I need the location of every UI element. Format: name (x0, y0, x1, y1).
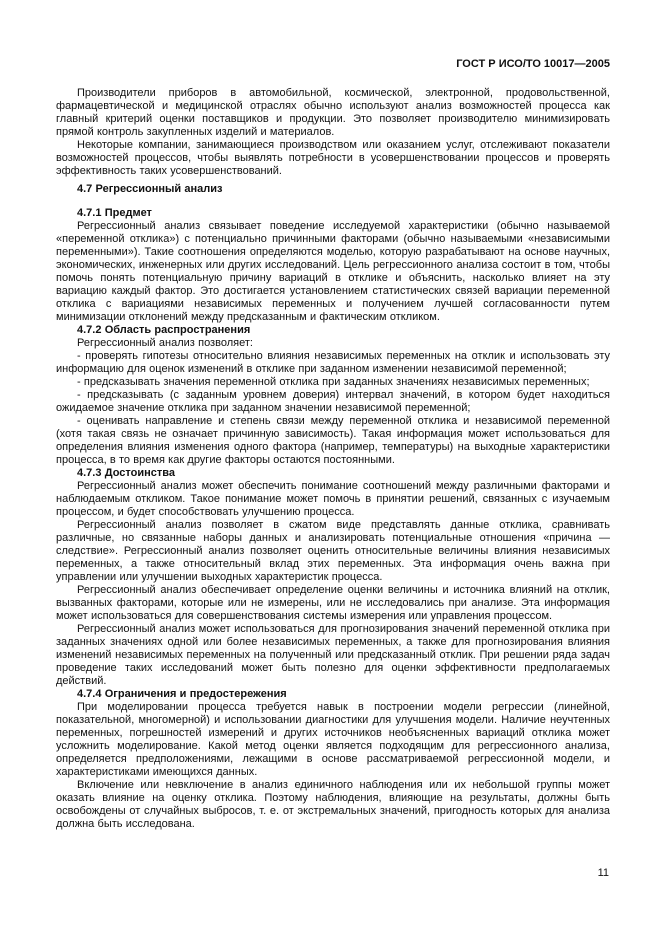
paragraph: Регрессионный анализ обеспечивает определение оценки величины и источника влияний на отклик, вызванных факторами, которые или не измерены, или не исследовались при анализе. Эта информация может использоваться для совершенствования системы измерения или управления процессом. (56, 584, 610, 622)
document-body (56, 87, 610, 831)
section-heading: 4.7 Регрессионный анализ (77, 183, 223, 195)
paragraph: Регрессионный анализ позволяет: (77, 337, 253, 349)
paragraph: Регрессионный анализ может использоваться для прогнозирования значений переменной отклика при заданных значениях одной или более независимых переменных, а также для прогнозирования влияния изменений независимых переменных на полученный или предсказанный отклик. При решении ряда задач проведение таких исследований может быть полезно для оценки эффективности предполагаемых действий. (56, 623, 610, 687)
section-heading: 4.7.3 Достоинства (77, 467, 175, 479)
paragraph: Регрессионный анализ позволяет в сжатом виде представлять данные отклика, сравнивать различные, но связанные наборы данных и анализировать потенциальные отношения «причина — следствие». Регрессионный анализ позволяет оценить относительные величины влияния независимых переменных, а также относительный вклад этих переменных. Эта информация очень важна при управлении или улучшении выходных характеристик процесса. (56, 519, 610, 583)
paragraph: Включение или невключение в анализ единичного наблюдения или их небольшой группы может оказать влияние на оценку отклика. Поэтому наблюдения, влияющие на результаты, должны быть освобождены от случайных выбросов, т. е. от экстремальных значений, пригодность которых для анализа должна быть исследована. (56, 779, 610, 830)
paragraph: При моделировании процесса требуется навык в построении модели регрессии (линейной, показательной, многомерной) и использовании диагностики для улучшения модели. Наличие неучтенных переменных, погрешностей измерений и других источников необъясненных вариаций отклика может усложнить моделирование. Какой метод оценки является подходящим для регрессионного анализа, определяется предположениями, лежащими в основе рассматриваемой регрессионной модели, и характеристиками имеющихся данных. (56, 701, 610, 778)
document-code: ГОСТ Р ИСО/ТО 10017—2005 (456, 58, 610, 70)
running-header (56, 58, 610, 71)
paragraph: - проверять гипотезы относительно влияния независимых переменных на отклик и использовать эту информацию для оценок изменений в отклике при заданном изменении независимой переменной; (56, 350, 610, 375)
paragraph: Некоторые компании, занимающиеся производством или оказанием услуг, отслеживают показатели возможностей процессов, чтобы выявлять потребности в усовершенствовании процессов и проверять эффективность таких усовершенствований. (56, 139, 610, 177)
section-heading: 4.7.4 Ограничения и предостережения (77, 688, 287, 700)
paragraph: - предсказывать значения переменной отклика при заданных значениях независимых переменных; (77, 376, 590, 388)
paragraph: - предсказывать (с заданным уровнем доверия) интервал значений, в котором будет находиться ожидаемое значение отклика при заданном значении независимой переменной; (56, 389, 610, 414)
paragraph: Регрессионный анализ связывает поведение исследуемой характеристики (обычно называемой «переменной отклика») с потенциально причинными факторами (обычно называемыми «независимыми переменными»). Такие соотношения определяются моделью, которую разрабатывают на основе научных, экономических, инженерных или других исследований. Цель регрессионного анализа состоит в том, чтобы помочь понять потенциальную причину вариаций в отклике и объяснить, насколько влияет на эту вариацию каждый фактор. Это достигается установлением статистических связей вариации переменной отклика с вариациями независимых переменных и получением лучшей согласованности путем минимизации отклонений между предсказанным и фактическим откликом. (56, 220, 610, 323)
paragraph: Регрессионный анализ может обеспечить понимание соотношений между различными факторами и наблюдаемым откликом. Такое понимание может помочь в принятии решений, связанных с изучаемым процессом, и будет способствовать улучшению процесса. (56, 480, 610, 518)
page-number: 11 (597, 867, 609, 879)
paragraph: Производители приборов в автомобильной, космической, электронной, продовольственной, фармацевтической и медицинской отраслях обычно используют анализ возможностей процесса как главный критерий оценки поставщиков и продукции. Это позволяет производителю минимизировать прямой контроль закупленных изделий и материалов. (56, 87, 610, 138)
section-heading: 4.7.2 Область распространения (77, 324, 251, 336)
page-footer (598, 867, 609, 880)
section-heading: 4.7.1 Предмет (77, 207, 152, 219)
paragraph: - оценивать направление и степень связи между переменной отклика и независимой переменной (хотя такая связь не означает причинную зависимость). Такая информация может использоваться для определения влияния изменения одного фактора (например, температуры) на выходные характеристики процесса, в то время как другие факторы остаются постоянными. (56, 415, 610, 466)
